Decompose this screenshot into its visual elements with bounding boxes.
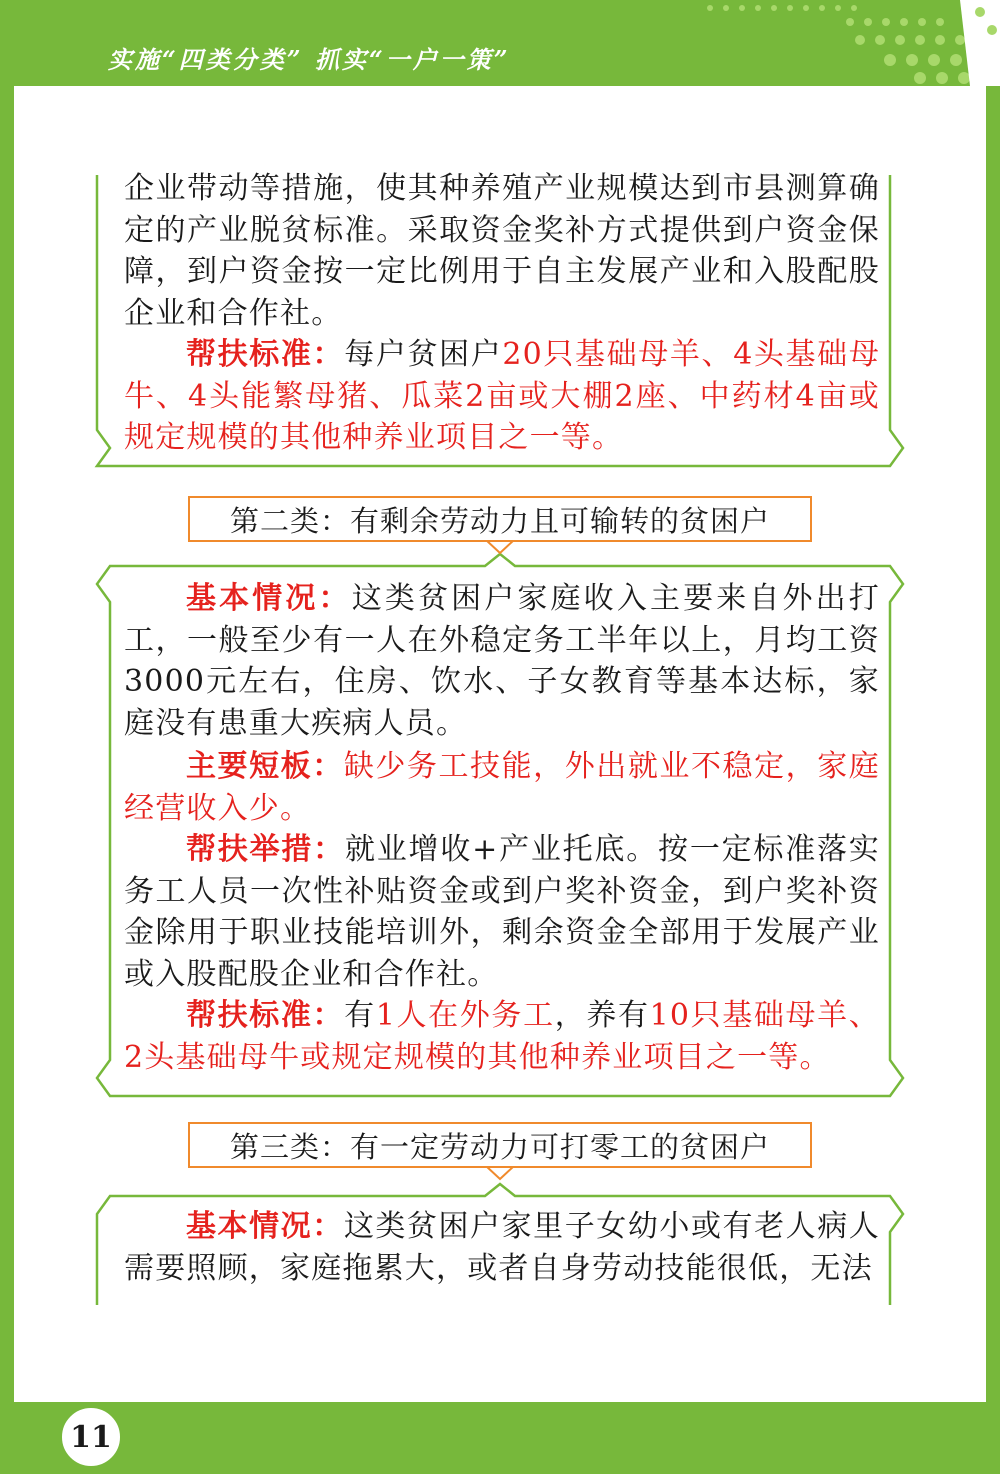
category2-basic — [124, 578, 880, 744]
measures-text: 就业增收+产业托底。按一定标准落实务工人员一次性补贴资金或到户奖补资金，到户奖补资金除用于职业技能培训外，剩余资金全部用于发展产业或入股配股企业和合作社。 — [124, 832, 880, 992]
standard-red: 20只基础母羊、4头基础母牛、4头能繁母猪、瓜菜2亩或大棚2座、中药材4亩或规定规模的其他种养业项目之一等。 — [124, 337, 881, 455]
standard-pre: 每户贫困户 — [344, 337, 503, 372]
measures-label: 帮扶举措： — [186, 832, 345, 867]
category2-measures — [124, 829, 880, 995]
footer-band — [0, 1402, 1000, 1474]
category2-standard — [124, 995, 880, 1078]
category3-basic — [124, 1206, 880, 1289]
section1-continuation: 企业带动等措施，使其种养殖产业规模达到市县测算确定的产业脱贫标准。采取资金奖补方式提供到户资金保障，到户资金按一定比例用于自主发展产业和入股配股企业和合作社。 — [124, 171, 880, 331]
page-number: 11 — [62, 1408, 120, 1466]
basic-text: 这类贫困户家庭收入主要来自外出打工，一般至少有一人在外稳定务工半年以上，月均工资3000元左右，住房、饮水、子女教育等基本达标，家庭没有患重大疾病人员。 — [124, 581, 881, 741]
basic-label: 基本情况： — [186, 1209, 344, 1244]
standard-red-1: 1人在外务工 — [375, 998, 555, 1033]
standard-red-2: 10只基础母羊、2头基础母牛或规定规模的其他种养业项目之一等。 — [124, 998, 880, 1075]
basic-text: 这类贫困户家里子女幼小或有老人病人需要照顾，家庭拖累大，或者自身劳动技能很低，无法 — [124, 1209, 880, 1286]
header-title: 实施“四类分类” 抓实“一户一策” — [108, 45, 511, 74]
weakness-label: 主要短板： — [186, 749, 344, 784]
category2-title: 第二类：有剩余劳动力且可输转的贫困户 — [188, 496, 812, 542]
standard-mid: ，养有 — [554, 998, 650, 1033]
standard-pre: 有 — [344, 998, 376, 1033]
category2-weakness — [124, 746, 880, 829]
category3-title: 第三类：有一定劳动力可打零工的贫困户 — [188, 1122, 812, 1168]
standard-label: 帮扶标准： — [186, 337, 345, 372]
weakness-text: 缺少务工技能，外出就业不稳定，家庭经营收入少。 — [124, 749, 880, 826]
section1-standard — [124, 334, 880, 459]
standard-label: 帮扶标准： — [186, 998, 345, 1033]
basic-label: 基本情况： — [186, 581, 352, 616]
